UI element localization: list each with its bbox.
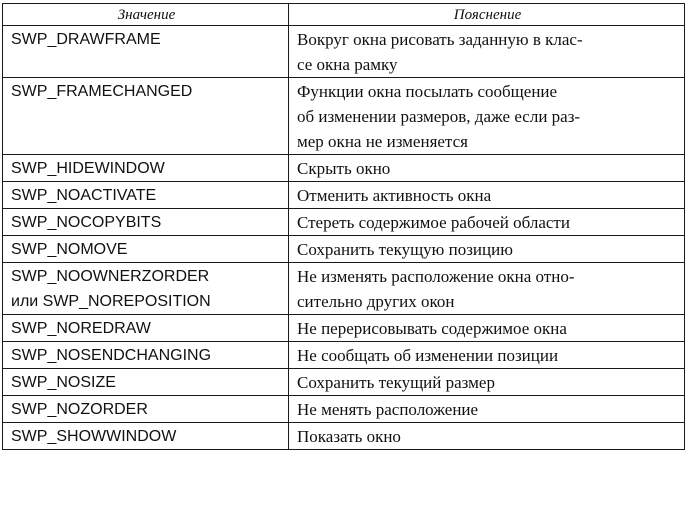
flag-value: SWP_NOSENDCHANGING	[3, 342, 289, 369]
table-row	[3, 209, 685, 236]
flag-description: Стереть содержимое рабочей области	[289, 209, 685, 236]
flag-value: SWP_NOCOPYBITS	[3, 209, 289, 236]
table-row	[3, 423, 685, 450]
flag-description: Вокруг окна рисовать заданную в клас- се окна рамку	[289, 26, 685, 78]
table-row	[3, 78, 685, 155]
flag-description: Отменить активность окна	[289, 182, 685, 209]
table-row	[3, 155, 685, 182]
table-row	[3, 396, 685, 423]
flag-description: Сохранить текущий размер	[289, 369, 685, 396]
table-row	[3, 369, 685, 396]
flag-value: SWP_NOMOVE	[3, 236, 289, 263]
header-description: Пояснение	[289, 4, 685, 26]
table-row	[3, 315, 685, 342]
flag-value: SWP_SHOWWINDOW	[3, 423, 289, 450]
flag-value: SWP_NOZORDER	[3, 396, 289, 423]
flags-table	[2, 3, 685, 450]
flag-value: SWP_HIDEWINDOW	[3, 155, 289, 182]
flag-value: SWP_NOSIZE	[3, 369, 289, 396]
flag-description: Не изменять расположение окна отно- сительно других окон	[289, 263, 685, 315]
table-row	[3, 342, 685, 369]
flag-description: Не перерисовывать содержимое окна	[289, 315, 685, 342]
flag-description: Показать окно	[289, 423, 685, 450]
flag-description: Функции окна посылать сообщение об изменении размеров, даже если раз- мер окна не изменяется	[289, 78, 685, 155]
flag-description: Не менять расположение	[289, 396, 685, 423]
table-row	[3, 236, 685, 263]
flag-description: Не сообщать об изменении позиции	[289, 342, 685, 369]
flag-value: SWP_FRAMECHANGED	[3, 78, 289, 155]
flag-value: SWP_NOREDRAW	[3, 315, 289, 342]
header-value: Значение	[3, 4, 289, 26]
flag-description: Сохранить текущую позицию	[289, 236, 685, 263]
table-row	[3, 182, 685, 209]
flag-value: SWP_DRAWFRAME	[3, 26, 289, 78]
flag-description: Скрыть окно	[289, 155, 685, 182]
flag-value: SWP_NOOWNERZORDER или SWP_NOREPOSITION	[3, 263, 289, 315]
table-row	[3, 26, 685, 78]
table-header-row	[3, 4, 685, 26]
table-row	[3, 263, 685, 315]
flag-value: SWP_NOACTIVATE	[3, 182, 289, 209]
